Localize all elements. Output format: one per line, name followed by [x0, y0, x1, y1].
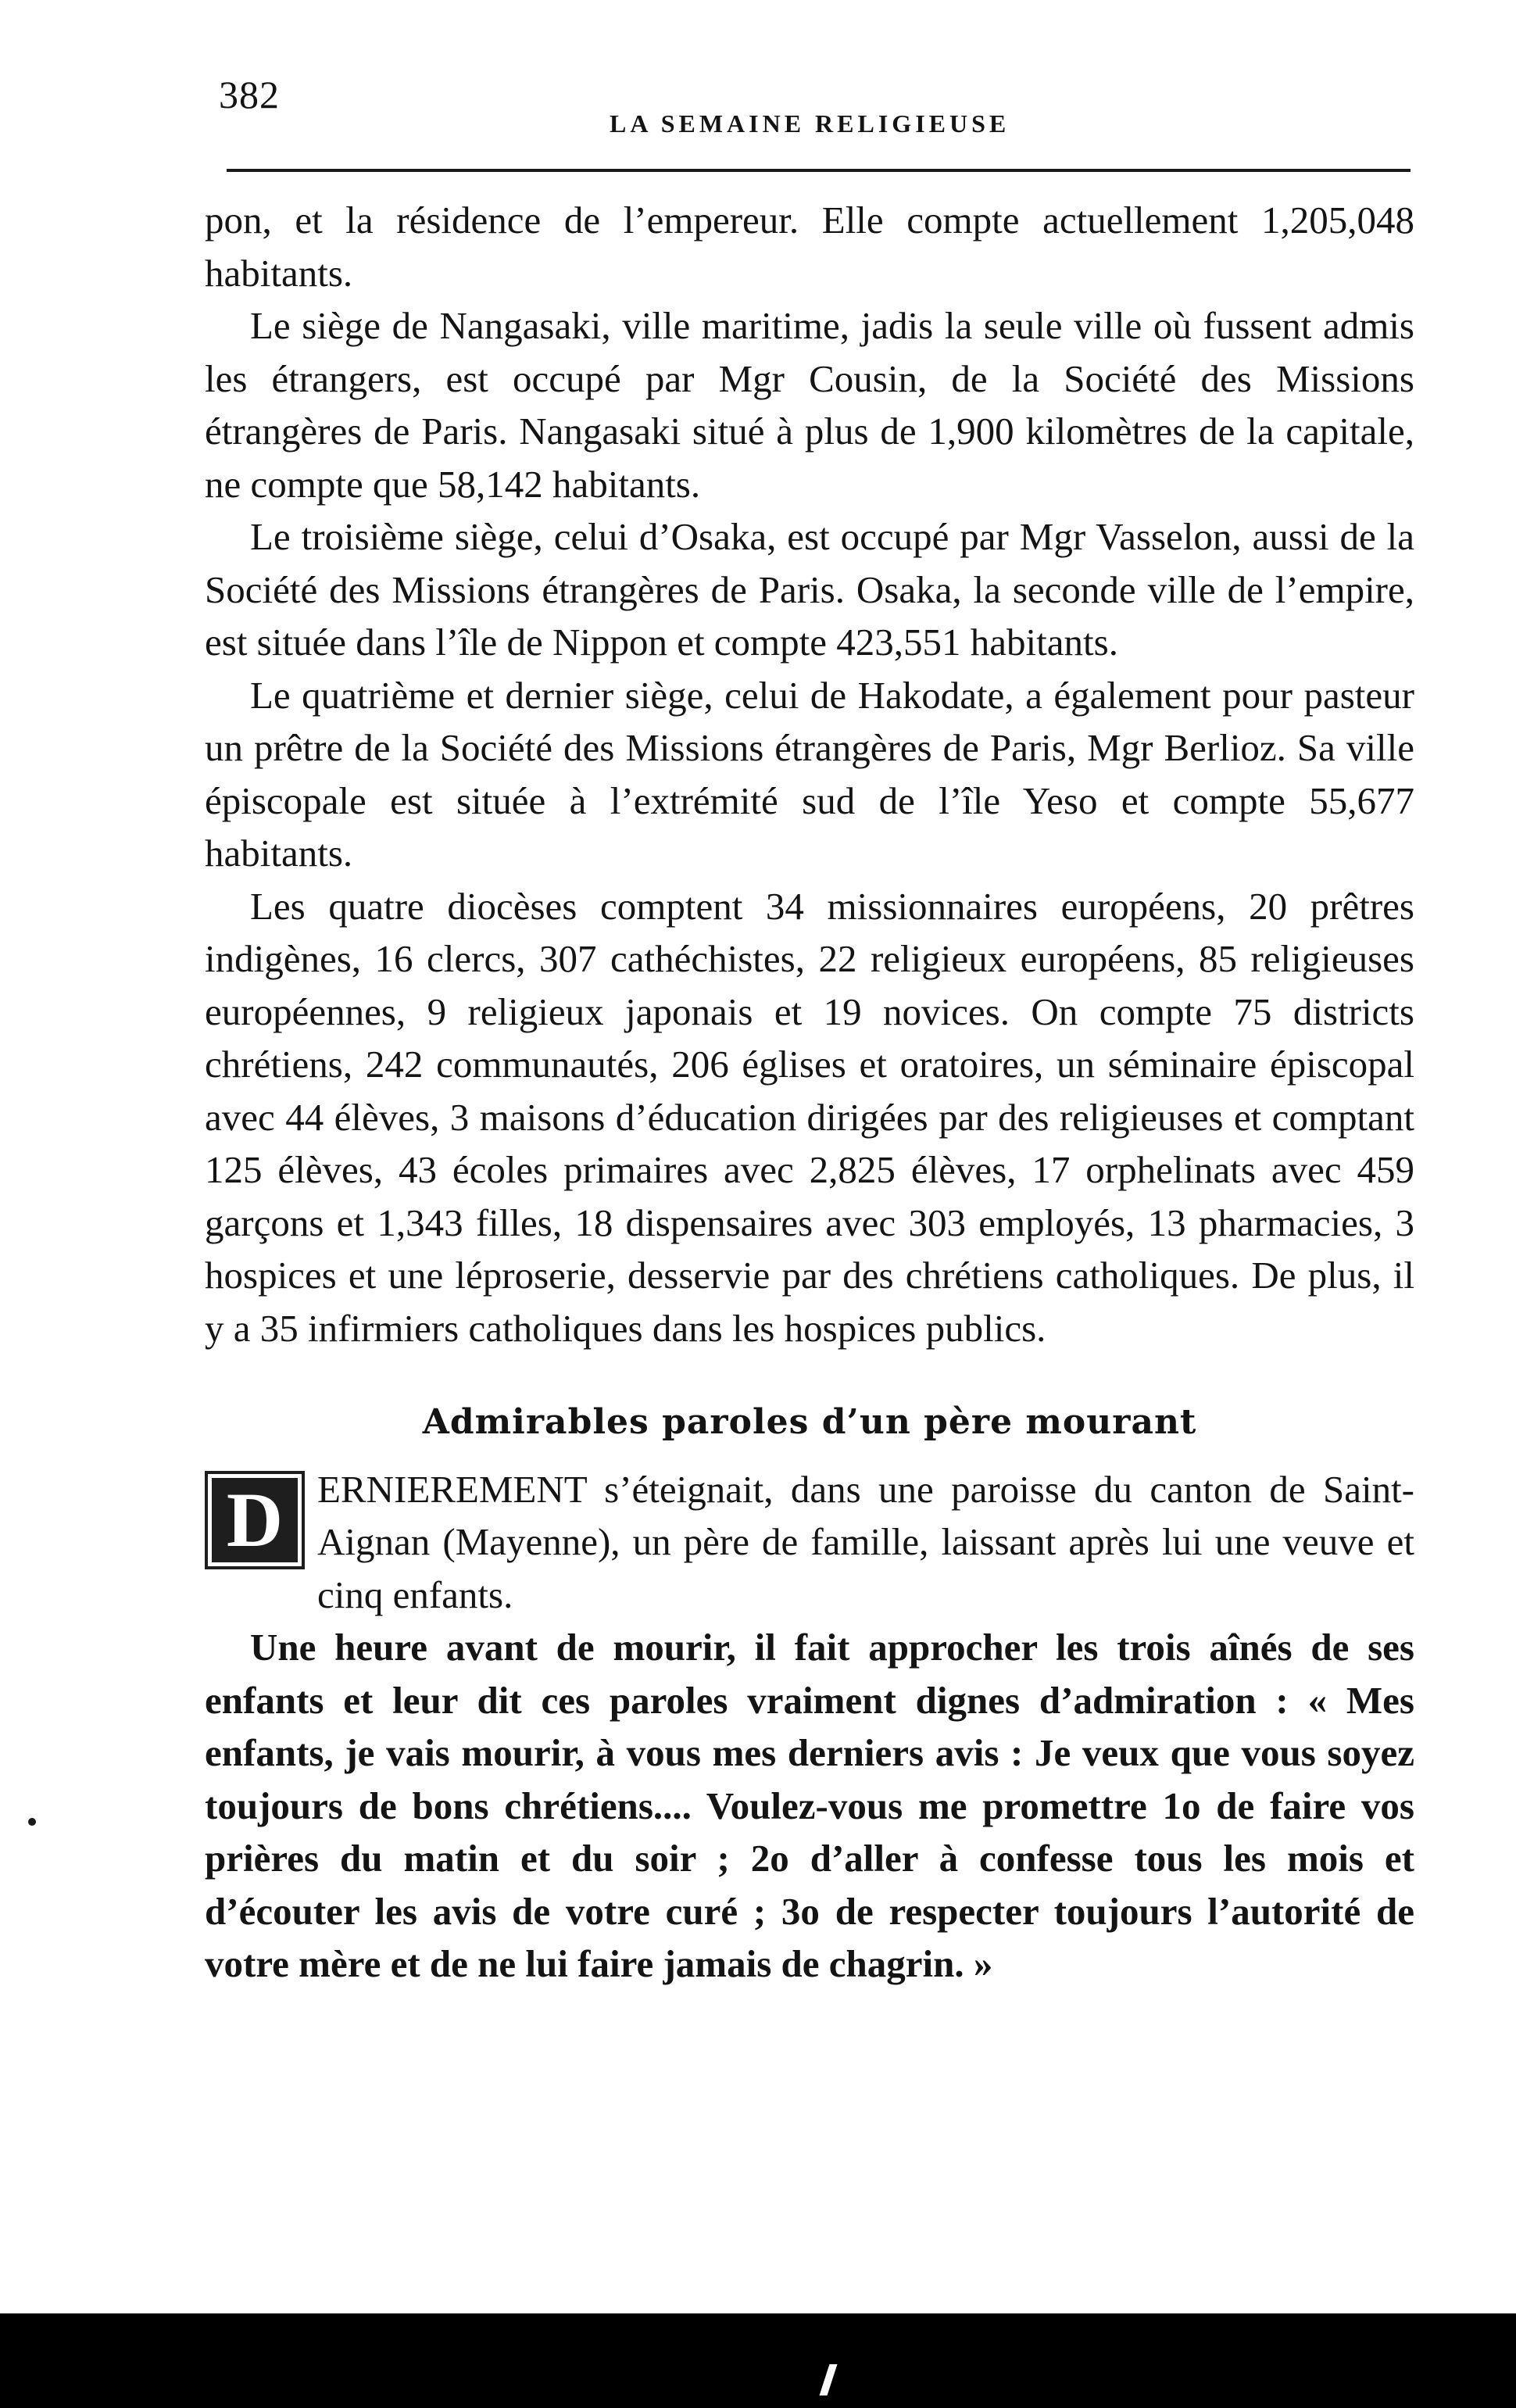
running-title: LA SEMAINE RELIGIEUSE [610, 109, 1010, 138]
article-first-paragraph [205, 1463, 1414, 1622]
paragraph-osaka: Le troisième siège, celui d’Osaka, est occupé par Mgr Vasselon, aussi de la Société des Missions étrangères de Paris. Osaka, la seconde ville de l’empire, est située dans l’île de Nippon et compte 423,551 habitants. [205, 515, 1414, 664]
paragraph-hakodate: Le quatrième et dernier siège, celui de Hakodate, a également pour pasteur un prêtre de la Société des Missions étrangères de Paris, Mgr Berlioz. Sa ville épiscopale est située à l’extrémité sud de l’île Yeso et compte 55,677 habitants. [205, 673, 1414, 875]
article-heading: Admirables paroles d’un père mourant [422, 1402, 1197, 1442]
paragraph-nangasaki: Le siège de Nangasaki, ville maritime, jadis la seule ville où fussent admis les étrangers, est occupé par Mgr Cousin, de la Société des Missions étrangères de Paris. Nangasaki situé à plus de 1,900 kilomètres de la capitale, ne compte que 58,142 habitants. [205, 304, 1414, 506]
article-first-paragraph-text: ERNIEREMENT s’éteignait, dans une paroisse du canton de Saint-Aignan (Mayenne), un père de famille, laissant après lui une veuve et cinq enfants. [317, 1467, 1414, 1616]
article-second-paragraph-text: Une heure avant de mourir, il fait approcher les trois aînés de ses enfants et leur dit ces paroles vraiment dignes d’admiration : « Mes enfants, je vais mourir, à vous mes derniers avis : Je veux que vous soyez toujours de bons chrétiens.... Voulez-vous me promettre 1o de faire vos prières du matin et du soir ; 2o d’aller à confesse tous les mois et d’écouter les avis de votre curé ; 3o de respecter toujours l’autorité de votre mère et de ne lui faire jamais de chagrin. » [205, 1626, 1414, 1985]
page-body [205, 194, 1414, 1991]
margin-dot [28, 1818, 36, 1826]
dropcap-letter: D [205, 1471, 305, 1569]
paragraph-continuation: pon, et la résidence de l’empereur. Elle compte actuellement 1,205,048 habitants. [205, 199, 1414, 295]
article-second-paragraph [205, 1621, 1414, 1991]
paragraph-statistics: Les quatre diocèses comptent 34 missionnaires européens, 20 prêtres indigènes, 16 clercs, 307 cathéchistes, 22 religieux européens, 85 religieuses européennes, 9 religieux japonais et 19 novices. On compte 75 districts chrétiens, 242 communautés, 206 églises et oratoires, un séminaire épiscopal avec 44 élèves, 3 maisons d’éducation dirigées par des religieuses et comptant 125 élèves, 43 écoles primaires avec 2,825 élèves, 17 orphelinats avec 459 garçons et 1,343 filles, 18 dispensaires avec 303 employés, 13 pharmacies, 3 hospices et une léproserie, desservie par des chrétiens catholiques. De plus, il y a 35 infirmiers catholiques dans les hospices publics. [205, 884, 1414, 1350]
scan-bottom-band [0, 2313, 1516, 2408]
page-number: 382 [219, 73, 280, 116]
header-rule [227, 169, 1411, 172]
